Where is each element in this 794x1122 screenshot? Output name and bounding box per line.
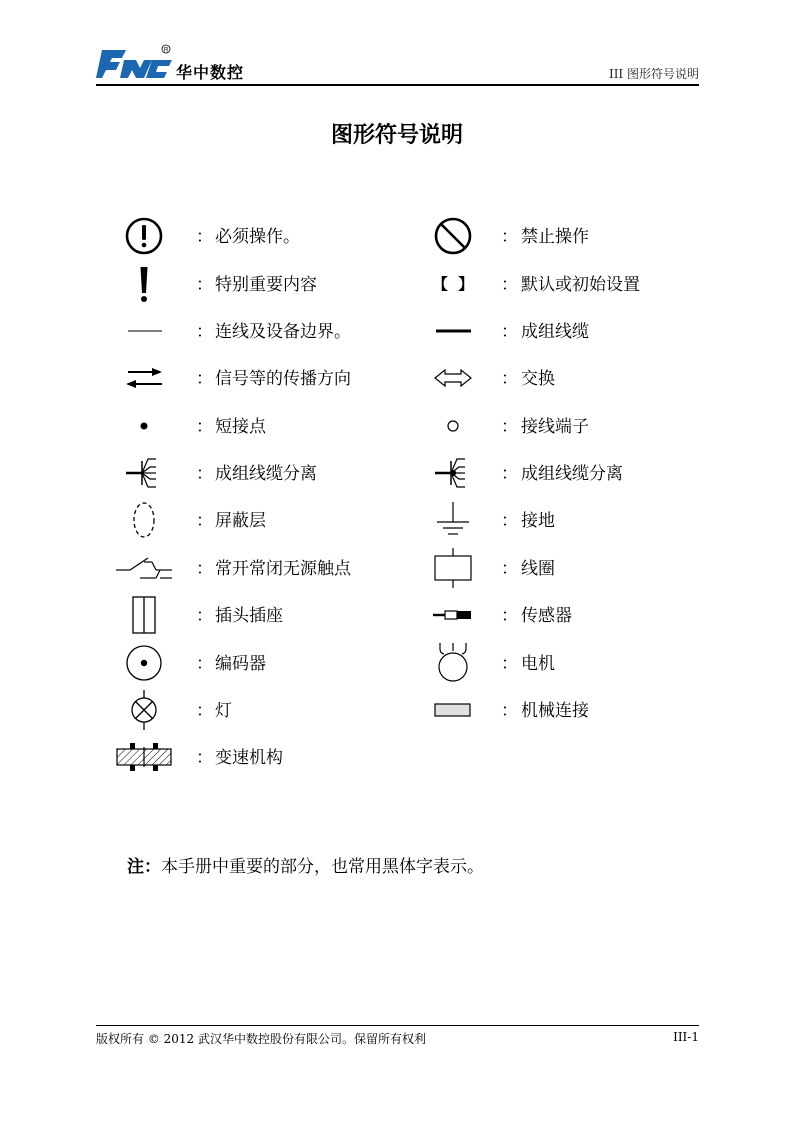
list-item: ： 交换 <box>425 358 695 398</box>
plug-socket-icon <box>116 595 172 635</box>
ground-icon <box>425 500 481 540</box>
list-item: ： 连线及设备边界。 <box>116 311 386 351</box>
symbol-label: 机械连接 <box>521 701 589 721</box>
symbol-label: 接线端子 <box>521 417 589 437</box>
note-body: 本手册中重要的部分，也常用黑体字表示。 <box>161 857 484 877</box>
lamp-icon <box>116 690 172 730</box>
list-item: ： 必须操作。 <box>116 216 386 256</box>
symbol-label: 短接点 <box>215 417 266 437</box>
page-title: 图形符号说明 <box>330 123 463 148</box>
cable-branch-icon <box>116 453 172 493</box>
thick-line-icon <box>425 311 481 351</box>
transmission-mechanism-icon <box>116 737 172 777</box>
symbol-label: 成组线缆分离 <box>215 464 317 484</box>
list-item: ： 插头插座 <box>116 595 386 635</box>
list-item: ： 机械连接 <box>425 690 695 730</box>
list-item: ： 禁止操作 <box>425 216 695 256</box>
hnc-logo <box>96 42 174 82</box>
footer-divider <box>96 1025 699 1026</box>
exclamation-icon <box>116 264 172 304</box>
symbol-label: 信号等的传播方向 <box>215 369 351 389</box>
symbol-label: 连线及设备边界。 <box>215 322 351 342</box>
double-arrow-icon <box>425 358 481 398</box>
symbol-label: 灯 <box>215 701 232 721</box>
list-item: ： 传感器 <box>425 595 695 635</box>
page-number: III-1 <box>673 1030 699 1044</box>
list-item: ： 编码器 <box>116 643 386 683</box>
terminal-circle-icon <box>425 406 481 446</box>
symbol-label: 电机 <box>521 654 555 674</box>
company-name: 华中数控 <box>176 63 245 82</box>
symbol-label: 特别重要内容 <box>215 275 317 295</box>
symbol-label: 传感器 <box>521 606 572 626</box>
list-item: ： 线圈 <box>425 548 695 588</box>
list-item: ： 成组线缆分离 <box>116 453 386 493</box>
page-header <box>96 40 699 84</box>
shield-layer-icon <box>116 500 172 540</box>
motor-icon <box>425 643 481 683</box>
short-contact-dot-icon <box>116 406 172 446</box>
brackets-icon: 【 】 <box>432 275 474 293</box>
list-item: ： 接地 <box>425 500 695 540</box>
note-prefix: 注： <box>127 857 161 877</box>
list-item: ： 屏蔽层 <box>116 500 386 540</box>
list-item: 【 】 ： 默认或初始设置 <box>425 264 695 304</box>
encoder-icon <box>116 643 172 683</box>
symbol-label: 交换 <box>521 369 555 389</box>
list-item: ： 电机 <box>425 643 695 683</box>
list-item: ： 变速机构 <box>116 737 386 777</box>
symbol-label: 禁止操作 <box>521 227 589 247</box>
list-item: ： 常开常闭无源触点 <box>116 548 386 588</box>
copyright-text: 版权所有 © 2012 武汉华中数控股份有限公司。保留所有权利 <box>96 1032 426 1046</box>
symbol-label: 常开常闭无源触点 <box>215 559 351 579</box>
svg-text:R: R <box>164 47 169 54</box>
list-item: ： 特别重要内容 <box>116 264 386 304</box>
symbol-label: 线圈 <box>521 559 555 579</box>
header-divider <box>96 84 699 86</box>
cable-branch-dot-icon <box>425 453 481 493</box>
symbol-label: 屏蔽层 <box>215 511 266 531</box>
list-item: ： 成组线缆 <box>425 311 695 351</box>
mechanical-link-icon <box>425 690 481 730</box>
bidirectional-arrows-icon <box>116 358 172 398</box>
prohibited-icon <box>425 216 481 256</box>
symbol-label: 成组线缆分离 <box>521 464 623 484</box>
coil-icon <box>425 548 481 588</box>
note-text <box>127 852 484 877</box>
list-item: ： 接线端子 <box>425 406 695 446</box>
mandatory-operation-icon <box>116 216 172 256</box>
thin-line-icon <box>116 311 172 351</box>
switch-contact-icon <box>116 548 172 588</box>
symbol-label: 编码器 <box>215 654 266 674</box>
list-item: ： 成组线缆分离 <box>425 453 695 493</box>
symbol-label: 接地 <box>521 511 555 531</box>
list-item: ： 短接点 <box>116 406 386 446</box>
symbol-label: 成组线缆 <box>521 322 589 342</box>
section-label: III 图形符号说明 <box>608 67 699 81</box>
symbol-label: 插头插座 <box>215 606 283 626</box>
list-item: ： 灯 <box>116 690 386 730</box>
list-item: ： 信号等的传播方向 <box>116 358 386 398</box>
sensor-icon <box>425 595 481 635</box>
symbol-label: 必须操作。 <box>215 227 300 247</box>
symbol-label: 默认或初始设置 <box>521 275 640 295</box>
symbol-label: 变速机构 <box>215 748 283 768</box>
